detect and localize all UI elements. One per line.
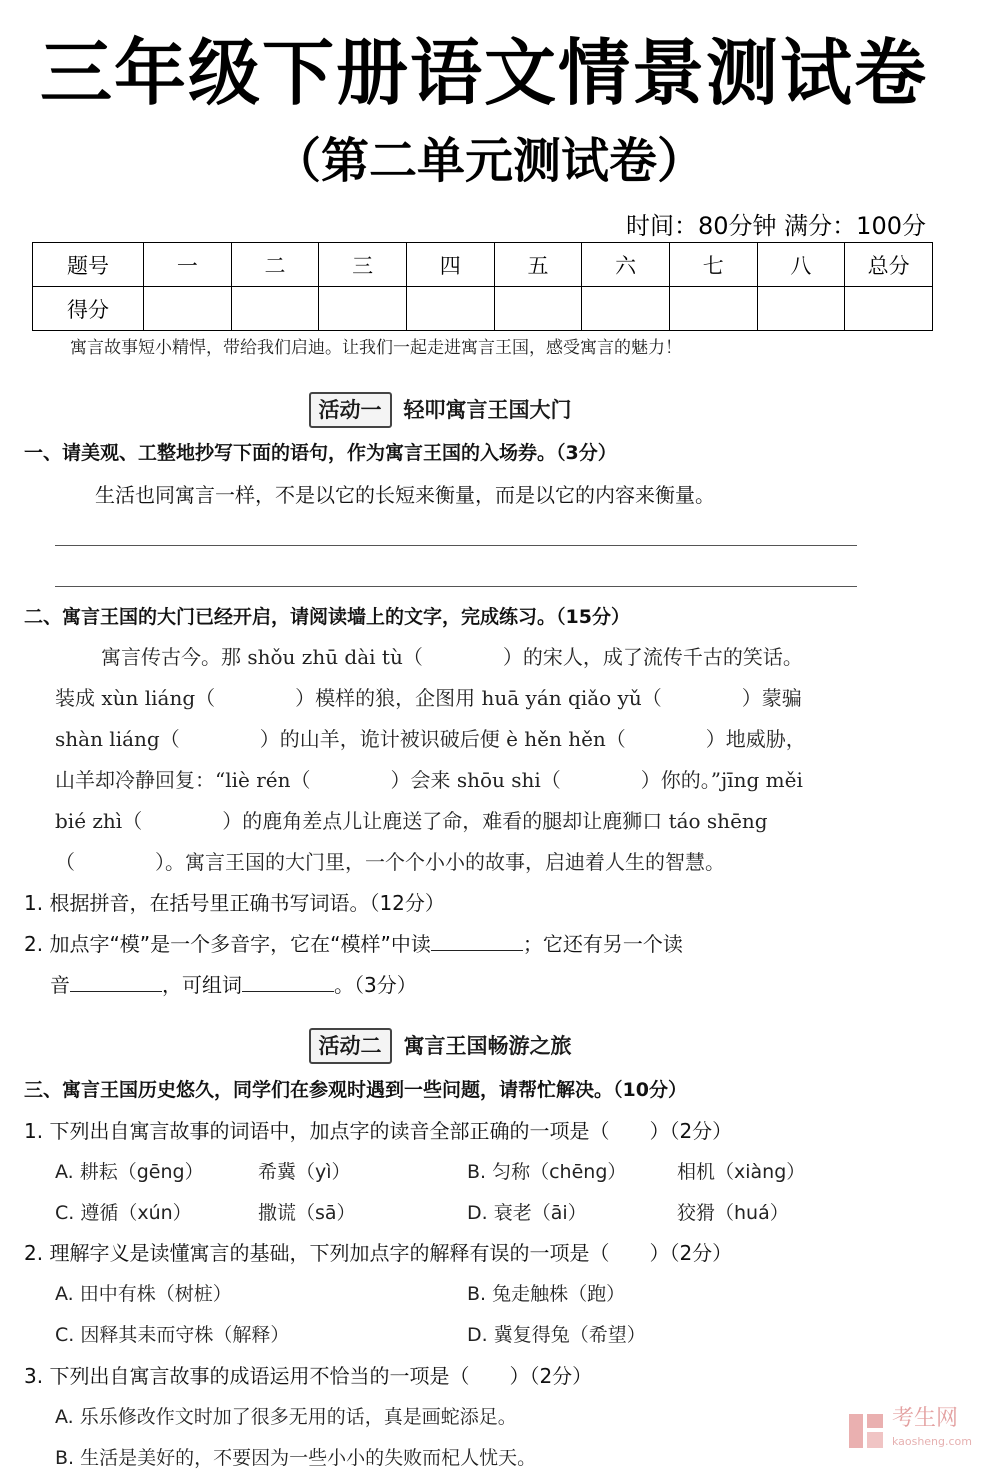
- score-row-label: 得分: [33, 287, 144, 331]
- question-three-title: 三、寓言王国历史悠久，同学们在参观时遇到一些问题，请帮忙解决。（10分）: [24, 1079, 687, 1101]
- option-a[interactable]: A. 耕耘（gēng）: [55, 1161, 204, 1183]
- score-header-cell: 总分: [845, 243, 933, 287]
- option-b[interactable]: B. 匀称（chēng）: [467, 1161, 627, 1183]
- score-cell[interactable]: [319, 287, 407, 331]
- score-table: [32, 242, 933, 331]
- reading-passage: [55, 637, 865, 883]
- score-cell[interactable]: [669, 287, 757, 331]
- question-two-sub2: 2. 加点字“模”是一个多音字，它在“模样”中读 ；它还有另一个读: [24, 932, 683, 956]
- score-cell[interactable]: [757, 287, 845, 331]
- option-d[interactable]: D. 冀复得兔（希望）: [467, 1324, 646, 1346]
- question-two-title: 二、寓言王国的大门已经开启，请阅读墙上的文字，完成练习。（15分）: [24, 606, 630, 628]
- passage-line: bié zhì（ ）的鹿角差点儿让鹿送了命，难看的腿却让鹿狮口 táo shēng: [55, 809, 768, 833]
- option-a[interactable]: A. 乐乐修改作文时加了很多无用的话，真是画蛇添足。: [55, 1406, 517, 1428]
- question-two-sub2-cont: 音 ，可组词 。（3分）: [50, 973, 417, 997]
- option-a-word2: 希冀（yì）: [258, 1161, 351, 1183]
- watermark: [847, 1406, 972, 1452]
- activity-two-title: 寓言王国畅游之旅: [403, 1034, 572, 1058]
- passage-line: 山羊却冷静回复：“liè rén（ ）会来 shōu shi（ ）你的。”jīng měi: [55, 768, 803, 792]
- passage-line: shàn liáng（ ）的山羊，诡计被识破后便 è hěn hěn（ ）地威胁，: [55, 727, 806, 751]
- passage-line: （ ）。寓言王国的大门里，一个个小小的故事，启迪着人生的智慧。: [55, 850, 725, 874]
- answer-blank[interactable]: [431, 930, 523, 951]
- score-cell[interactable]: [231, 287, 319, 331]
- score-value-row: [33, 287, 933, 331]
- activity-two-heading: [0, 1028, 880, 1064]
- page-title: 三年级下册语文情景测试卷: [39, 31, 928, 115]
- writing-line-2[interactable]: [55, 586, 857, 587]
- score-header-row: [33, 243, 933, 287]
- answer-blank[interactable]: [242, 971, 334, 992]
- answer-blank[interactable]: [70, 971, 162, 992]
- option-c[interactable]: C. 遵循（xún）: [55, 1202, 192, 1224]
- option-b-word2: 相机（xiàng）: [677, 1161, 806, 1183]
- score-header-cell: 一: [144, 243, 232, 287]
- writing-line-1[interactable]: [55, 545, 857, 546]
- option-d-word2: 狡猾（huá）: [677, 1202, 789, 1224]
- copy-sentence: 生活也同寓言一样，不是以它的长短来衡量，而是以它的内容来衡量。: [95, 483, 715, 507]
- score-header-cell: 七: [669, 243, 757, 287]
- activity-one-title: 轻叩寓言王国大门: [403, 398, 572, 422]
- score-header-cell: 八: [757, 243, 845, 287]
- activity-one-heading: [0, 392, 880, 428]
- passage-line: 寓言传古今。那 shǒu zhū dài tù（ ）的宋人，成了流传千古的笑话。: [101, 645, 803, 669]
- score-cell[interactable]: [494, 287, 582, 331]
- score-header-cell: 三: [319, 243, 407, 287]
- score-header-cell: 题号: [33, 243, 144, 287]
- watermark-name: 考生网: [891, 1406, 958, 1431]
- score-header-cell: 二: [231, 243, 319, 287]
- score-cell[interactable]: [406, 287, 494, 331]
- activity-one-tag: 活动一: [309, 392, 392, 428]
- option-c[interactable]: C. 因释其耒而守株（解释）: [55, 1324, 290, 1346]
- page-subtitle: （第二单元测试卷）: [272, 133, 705, 189]
- time-info: 时间：80分钟 满分：100分: [626, 212, 926, 240]
- watermark-url: kaosheng.com: [891, 1435, 972, 1448]
- passage-line: 装成 xùn liáng（ ）模样的狼，企图用 huā yán qiǎo yǔ（ ）蒙骗: [55, 686, 802, 710]
- score-cell[interactable]: [582, 287, 670, 331]
- question-one-title: 一、请美观、工整地抄写下面的语句，作为寓言王国的入场券。（3分）: [24, 442, 617, 464]
- option-b[interactable]: B. 生活是美好的，不要因为一些小小的失败而杞人忧天。: [55, 1447, 537, 1469]
- option-d[interactable]: D. 衰老（āi）: [467, 1202, 587, 1224]
- option-a[interactable]: A. 田中有株（树桩）: [55, 1283, 232, 1305]
- option-c-word2: 撒谎（sā）: [258, 1202, 356, 1224]
- question-three-sub1: 1. 下列出自寓言故事的词语中，加点字的读音全部正确的一项是（ ）（2分）: [24, 1119, 733, 1143]
- question-two-sub1: 1. 根据拼音，在括号里正确书写词语。（12分）: [24, 891, 445, 915]
- option-b[interactable]: B. 兔走触株（跑）: [467, 1283, 626, 1305]
- question-three-sub3: 3. 下列出自寓言故事的成语运用不恰当的一项是（ ）（2分）: [24, 1364, 593, 1388]
- question-three-sub2: 2. 理解字义是读懂寓言的基础，下列加点字的解释有误的一项是（ ）（2分）: [24, 1241, 733, 1265]
- intro-text: 寓言故事短小精悍，带给我们启迪。让我们一起走进寓言王国，感受寓言的魅力！: [70, 338, 682, 358]
- watermark-logo-icon: [847, 1412, 885, 1450]
- score-header-cell: 六: [582, 243, 670, 287]
- score-header-cell: 五: [494, 243, 582, 287]
- score-header-cell: 四: [406, 243, 494, 287]
- activity-two-tag: 活动二: [309, 1028, 392, 1064]
- score-cell[interactable]: [144, 287, 232, 331]
- score-cell[interactable]: [845, 287, 933, 331]
